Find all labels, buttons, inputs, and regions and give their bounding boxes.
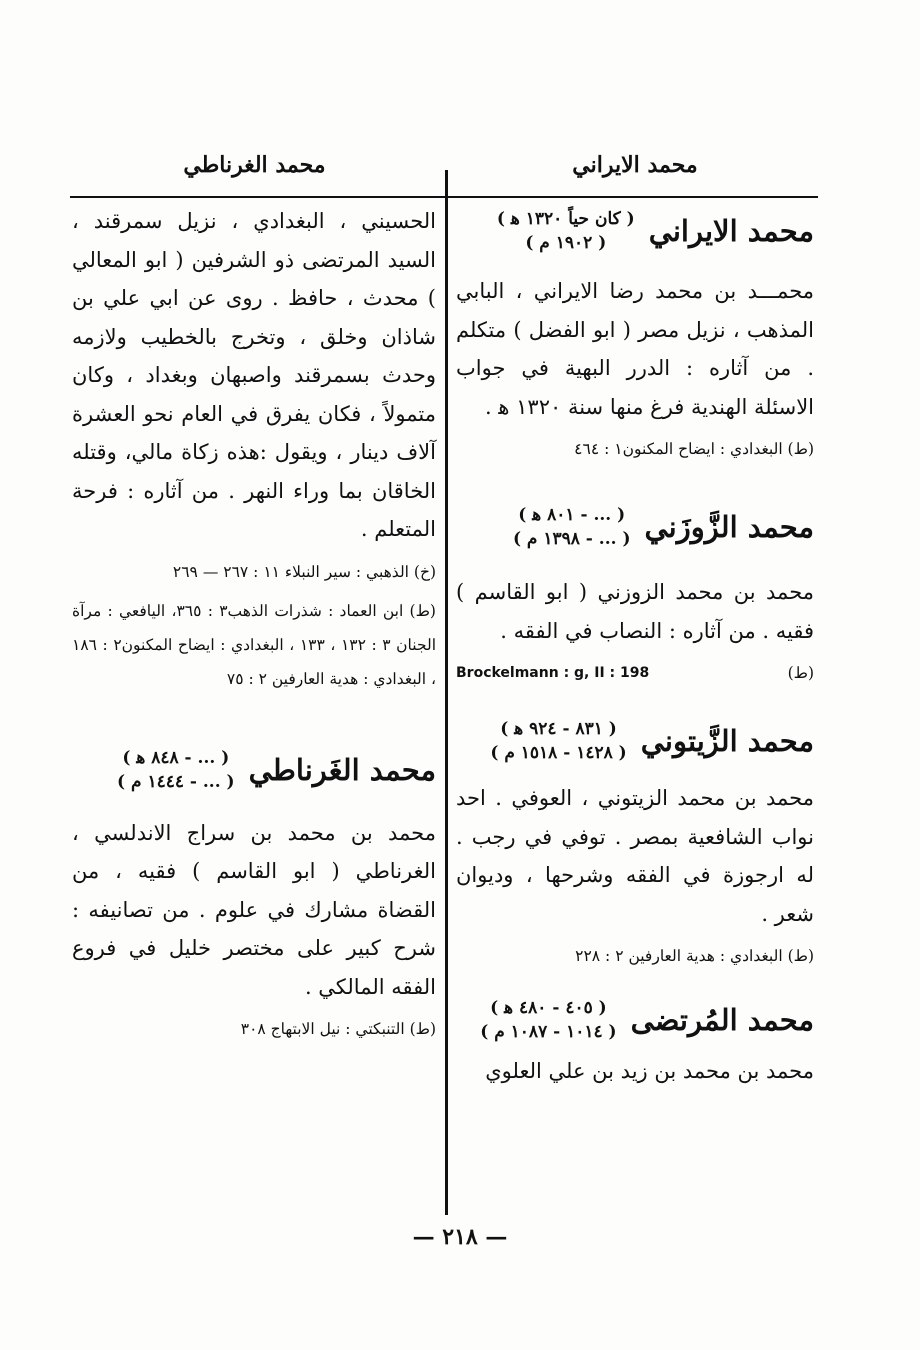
- entry-reference: (ط) البغدادي : ايضاح المكنون١ : ٤٦٤: [574, 440, 814, 458]
- entry-name: محمد الغَرناطي: [248, 752, 436, 787]
- entry-body: الحسيني ، البغدادي ، نزيل سمرقند ، السيد المرتضى ذو الشرفين ( ابو المعالي ) محدث ، حافظ . روى عن ابي علي بن شاذان وخلق ، وتخرج بالخطيب ولازمه وحدث بسمرقند واصبهان وبغداد ، وكان متمولاً ، فكان يفرق في العام نحو العشرة آلاف دينار ، ويقول :هذه زكاة مالي، وقتله الخاقان بما وراء النهر . من آثاره : فرحة المتعلم .: [72, 209, 436, 541]
- entry-name: محمد الزَّيتوني: [640, 724, 814, 758]
- entry-reference: (ط) ابن العماد : شذرات الذهب٣ : ٣٦٥، اليافعي : مرآة الجنان ٣ : ١٣٢ ، ١٣٣ ، البغدادي : ايضاح المكنون٢ : ١٨٦ ، البغدادي : هدية العارفين ٢ : ٧٥: [72, 601, 436, 688]
- miladi-date: ( ... - ١٣٩٨ م ): [512, 529, 631, 549]
- header-rule: [70, 196, 818, 198]
- entry-continued: [72, 202, 436, 696]
- hijri-date: ( ... - ٨٠١ ﻫ ): [518, 505, 626, 525]
- hijri-date: ( ٤٠٥ - ٤٨٠ ﻫ ): [490, 998, 607, 1018]
- ref-label: (ط): [787, 664, 814, 682]
- entry-iraani: [456, 202, 814, 467]
- entry-zaytuni: [456, 711, 814, 974]
- entry-dates: [513, 503, 631, 551]
- entry-gap: [72, 696, 436, 722]
- entry-reference: [456, 656, 814, 691]
- running-header-left: محمد الغرناطي: [183, 152, 326, 178]
- miladi-date: ( ... - ١٤٤٤ م ): [117, 771, 235, 792]
- miladi-date: ( ١٠١٤ - ١٠٨٧ م ): [480, 1022, 617, 1042]
- running-header-right: محمد الايراني: [572, 152, 698, 178]
- entry-murtada: [456, 992, 814, 1091]
- miladi-date: ( ١٤٢٨ - ١٥١٨ م ): [490, 743, 627, 763]
- page-number: — ٢١٨ —: [412, 1224, 508, 1250]
- entry-body: محمـــد بن محمد رضا الايراني ، البابي المذهب ، نزيل مصر ( ابو الفضل ) متكلم . من آثاره : الدرر البهية في جواب الاسئلة الهندية فرغ منها سنة ١٣٢٠ ﻫ .: [456, 279, 814, 419]
- entry-dates: [480, 996, 616, 1044]
- entry-title: [456, 497, 814, 557]
- entry-zawzani: [456, 497, 814, 691]
- entry-name: محمد الزَّوزَني: [644, 510, 814, 544]
- entry-reference: (ط) البغدادي : هدية العارفين ٢ : ٢٢٨: [575, 947, 814, 965]
- entry-gharnati: [72, 740, 436, 1048]
- entry-body: محمد بن محمد الزوزني ( ابو القاسم ) فقيه . من آثاره : النصاب في الفقه .: [456, 580, 814, 643]
- entry-dates: [497, 207, 635, 255]
- entry-body: محمد بن محمد بن زيد بن علي العلوي: [485, 1059, 814, 1083]
- left-column: [72, 202, 436, 1047]
- entry-body: محمد بن محمد بن سراج الاندلسي ، الغرناطي ( ابو القاسم ) فقيه ، من القضاة مشارك في علوم . من تصانيفه : شرح كبير على مختصر خليل في فروع الفقه المالكي .: [72, 820, 436, 999]
- entry-dates: [490, 717, 626, 765]
- entry-body: محمد بن محمد الزيتوني ، العوفي . احد نواب الشافعية بمصر . توفي في رجب . له ارجوزة في الفقه وشرحها ، وديوان شعر .: [456, 786, 814, 926]
- column-divider: [445, 170, 448, 1215]
- ref-latin: Brockelmann : g, II : 198: [456, 665, 650, 681]
- entry-reference: (خ) الذهبي : سير النبلاء ١١ : ٢٦٧ — ٢٦٩: [172, 562, 436, 581]
- right-column: [456, 202, 814, 1091]
- entry-reference: (ط) التنبكتي : نيل الابتهاج ٣٠٨: [240, 1020, 436, 1038]
- entry-dates: [117, 746, 235, 794]
- entry-name: محمد المُرتضى: [630, 1003, 814, 1037]
- entry-title: [456, 202, 814, 260]
- entry-name: محمد الايراني: [648, 214, 814, 248]
- hijri-date: ( كان حياً ١٣٢٠ ﻫ ): [496, 209, 635, 229]
- hijri-date: ( ... - ٨٤٨ ﻫ ): [122, 747, 230, 768]
- entry-title: [456, 711, 814, 771]
- miladi-date: ( ١٩٠٢ م ): [525, 233, 607, 253]
- hijri-date: ( ٨٣١ - ٩٢٤ ﻫ ): [500, 719, 617, 739]
- entry-title: [456, 992, 814, 1048]
- entry-title: [72, 740, 436, 800]
